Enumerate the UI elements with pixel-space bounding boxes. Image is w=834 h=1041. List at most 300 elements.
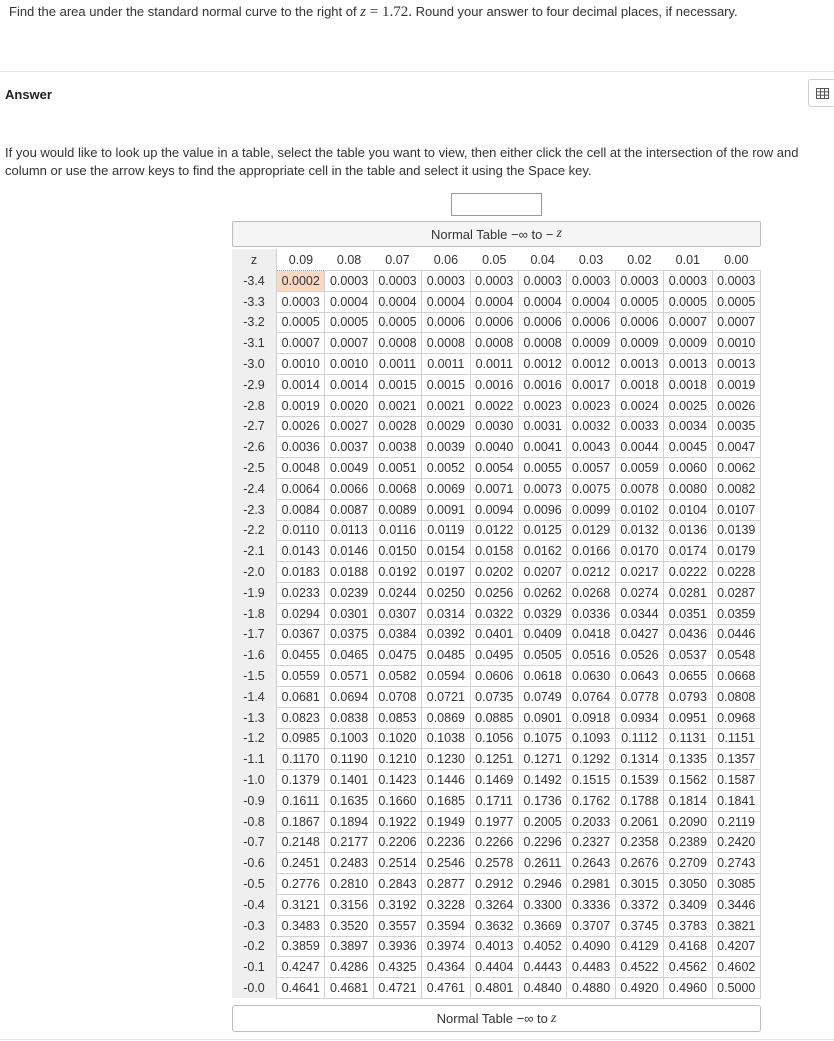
table-cell[interactable]: 0.2946	[518, 874, 566, 895]
table-cell[interactable]: 0.0027	[325, 416, 373, 437]
table-cell[interactable]: 0.0222	[664, 562, 712, 583]
table-cell[interactable]: 0.0096	[518, 499, 566, 520]
table-cell[interactable]: 0.0004	[518, 291, 566, 312]
table-cell[interactable]: 0.0014	[325, 374, 373, 395]
table-cell[interactable]: 0.0016	[470, 374, 518, 395]
table-cell[interactable]: 0.1401	[325, 770, 373, 791]
table-cell[interactable]: 0.3632	[470, 915, 518, 936]
table-cell[interactable]: 0.1515	[567, 770, 615, 791]
table-cell[interactable]: 0.1056	[470, 728, 518, 749]
table-cell[interactable]: 0.0008	[373, 333, 421, 354]
table-cell[interactable]: 0.0869	[422, 707, 470, 728]
table-cell[interactable]: 0.0233	[277, 582, 325, 603]
table-cell[interactable]: 0.1814	[664, 790, 712, 811]
table-cell[interactable]: 0.0062	[712, 458, 760, 479]
answer-input[interactable]	[451, 193, 542, 216]
table-cell[interactable]: 0.0045	[664, 437, 712, 458]
table-cell[interactable]: 0.0150	[373, 541, 421, 562]
table-cell[interactable]: 0.0059	[615, 458, 663, 479]
table-cell[interactable]: 0.0024	[615, 395, 663, 416]
table-cell[interactable]: 0.0951	[664, 707, 712, 728]
table-cell[interactable]: 0.0004	[373, 291, 421, 312]
table-cell[interactable]: 0.0026	[277, 416, 325, 437]
table-cell[interactable]: 0.0838	[325, 707, 373, 728]
table-cell[interactable]: 0.0020	[325, 395, 373, 416]
table-cell[interactable]: 0.0113	[325, 520, 373, 541]
table-cell[interactable]: 0.0082	[712, 478, 760, 499]
table-cell[interactable]: 0.4602	[712, 957, 760, 978]
table-cell[interactable]: 0.0146	[325, 541, 373, 562]
table-cell[interactable]: 0.4286	[325, 957, 373, 978]
table-cell[interactable]: 0.0003	[664, 271, 712, 292]
table-cell[interactable]: 0.2358	[615, 832, 663, 853]
table-cell[interactable]: 0.3936	[373, 936, 421, 957]
table-cell[interactable]: 0.2005	[518, 811, 566, 832]
table-cell[interactable]: 0.0036	[277, 437, 325, 458]
table-cell[interactable]: 0.2981	[567, 874, 615, 895]
table-cell[interactable]: 0.4761	[422, 978, 470, 999]
table-cell[interactable]: 0.4920	[615, 978, 663, 999]
table-cell[interactable]: 0.0274	[615, 582, 663, 603]
table-cell[interactable]: 0.4207	[712, 936, 760, 957]
table-cell[interactable]: 0.0162	[518, 541, 566, 562]
table-cell[interactable]: 0.0102	[615, 499, 663, 520]
table-cell[interactable]: 0.0582	[373, 666, 421, 687]
table-cell[interactable]: 0.0119	[422, 520, 470, 541]
table-cell[interactable]: 0.3974	[422, 936, 470, 957]
table-cell[interactable]: 0.0005	[373, 312, 421, 333]
table-cell[interactable]: 0.4325	[373, 957, 421, 978]
table-cell[interactable]: 0.0158	[470, 541, 518, 562]
table-cell[interactable]: 0.0010	[712, 333, 760, 354]
table-cell[interactable]: 0.4562	[664, 957, 712, 978]
table-cell[interactable]: 0.0011	[422, 354, 470, 375]
table-cell[interactable]: 0.1469	[470, 770, 518, 791]
table-cell[interactable]: 0.3520	[325, 915, 373, 936]
table-cell[interactable]: 0.0244	[373, 582, 421, 603]
table-cell[interactable]: 0.1492	[518, 770, 566, 791]
table-cell[interactable]: 0.2236	[422, 832, 470, 853]
table-cell[interactable]: 0.0009	[664, 333, 712, 354]
table-cell[interactable]: 0.0013	[712, 354, 760, 375]
table-cell[interactable]: 0.0170	[615, 541, 663, 562]
table-cell[interactable]: 0.3745	[615, 915, 663, 936]
table-cell[interactable]: 0.0010	[325, 354, 373, 375]
table-cell[interactable]: 0.1423	[373, 770, 421, 791]
table-cell[interactable]: 0.0301	[325, 603, 373, 624]
table-cell[interactable]: 0.0003	[373, 271, 421, 292]
table-cell[interactable]: 0.0465	[325, 645, 373, 666]
table-cell[interactable]: 0.2514	[373, 853, 421, 874]
table-cell[interactable]: 0.3669	[518, 915, 566, 936]
table-cell[interactable]: 0.2483	[325, 853, 373, 874]
table-cell[interactable]: 0.4247	[277, 957, 325, 978]
table-cell[interactable]: 0.1841	[712, 790, 760, 811]
table-cell[interactable]: 0.0026	[712, 395, 760, 416]
table-cell[interactable]: 0.0107	[712, 499, 760, 520]
table-cell[interactable]: 0.0968	[712, 707, 760, 728]
table-cell[interactable]: 0.1131	[664, 728, 712, 749]
table-cell[interactable]: 0.0003	[470, 271, 518, 292]
table-cell[interactable]: 0.1271	[518, 749, 566, 770]
table-cell[interactable]: 0.0043	[567, 437, 615, 458]
table-cell[interactable]: 0.0336	[567, 603, 615, 624]
table-cell[interactable]: 0.0009	[615, 333, 663, 354]
table-cell[interactable]: 0.0014	[277, 374, 325, 395]
table-cell[interactable]: 0.1251	[470, 749, 518, 770]
table-cell[interactable]: 0.3085	[712, 874, 760, 895]
table-cell[interactable]: 0.3483	[277, 915, 325, 936]
table-cell[interactable]: 0.0764	[567, 686, 615, 707]
table-cell[interactable]: 0.0009	[567, 333, 615, 354]
table-cell[interactable]: 0.0015	[373, 374, 421, 395]
table-cell[interactable]: 0.3707	[567, 915, 615, 936]
table-cell[interactable]: 0.0110	[277, 520, 325, 541]
table-cell[interactable]: 0.0075	[567, 478, 615, 499]
table-cell[interactable]: 0.0078	[615, 478, 663, 499]
table-cell[interactable]: 0.0643	[615, 666, 663, 687]
table-cell[interactable]: 0.0262	[518, 582, 566, 603]
table-cell[interactable]: 0.1711	[470, 790, 518, 811]
table-cell[interactable]: 0.1357	[712, 749, 760, 770]
table-cell[interactable]: 0.1736	[518, 790, 566, 811]
table-cell[interactable]: 0.0455	[277, 645, 325, 666]
table-cell[interactable]: 0.0934	[615, 707, 663, 728]
table-cell[interactable]: 0.0516	[567, 645, 615, 666]
table-cell[interactable]: 0.0668	[712, 666, 760, 687]
table-cell[interactable]: 0.0122	[470, 520, 518, 541]
table-cell[interactable]: 0.0005	[615, 291, 663, 312]
table-cell[interactable]: 0.0166	[567, 541, 615, 562]
table-cell[interactable]: 0.1922	[373, 811, 421, 832]
table-cell[interactable]: 0.0005	[277, 312, 325, 333]
table-cell[interactable]: 0.1020	[373, 728, 421, 749]
table-cell[interactable]: 0.0559	[277, 666, 325, 687]
table-cell[interactable]: 0.0630	[567, 666, 615, 687]
table-cell[interactable]: 0.0139	[712, 520, 760, 541]
table-cell[interactable]: 0.2810	[325, 874, 373, 895]
table-cell[interactable]: 0.2327	[567, 832, 615, 853]
table-cell[interactable]: 0.5000	[712, 978, 760, 999]
table-cell[interactable]: 0.4681	[325, 978, 373, 999]
table-cell[interactable]: 0.0006	[615, 312, 663, 333]
table-cell[interactable]: 0.0060	[664, 458, 712, 479]
table-cell[interactable]: 0.3192	[373, 894, 421, 915]
table-cell[interactable]: 0.0136	[664, 520, 712, 541]
table-cell[interactable]: 0.2177	[325, 832, 373, 853]
table-cell[interactable]: 0.1210	[373, 749, 421, 770]
table-cell[interactable]: 0.3594	[422, 915, 470, 936]
normal-table-footer-button[interactable]	[232, 1005, 761, 1032]
table-cell[interactable]: 0.4721	[373, 978, 421, 999]
table-cell[interactable]: 0.1894	[325, 811, 373, 832]
table-cell[interactable]: 0.2206	[373, 832, 421, 853]
table-cell[interactable]: 0.2611	[518, 853, 566, 874]
table-cell[interactable]: 0.3372	[615, 894, 663, 915]
table-cell[interactable]: 0.3015	[615, 874, 663, 895]
table-cell[interactable]: 0.0048	[277, 458, 325, 479]
table-cell[interactable]: 0.0409	[518, 624, 566, 645]
table-cell[interactable]: 0.0003	[567, 271, 615, 292]
table-cell[interactable]: 0.2420	[712, 832, 760, 853]
table-cell[interactable]: 0.0018	[615, 374, 663, 395]
table-cell[interactable]: 0.0808	[712, 686, 760, 707]
normal-table-header-button[interactable]	[232, 221, 761, 247]
table-cell[interactable]: 0.0071	[470, 478, 518, 499]
table-cell[interactable]: 0.3264	[470, 894, 518, 915]
table-cell[interactable]: 0.0008	[518, 333, 566, 354]
table-cell[interactable]: 0.0007	[325, 333, 373, 354]
table-cell[interactable]: 0.0401	[470, 624, 518, 645]
table-cell[interactable]: 0.0268	[567, 582, 615, 603]
table-cell[interactable]: 0.0015	[422, 374, 470, 395]
table-cell[interactable]: 0.0069	[422, 478, 470, 499]
table-cell[interactable]: 0.3897	[325, 936, 373, 957]
table-cell[interactable]: 0.3557	[373, 915, 421, 936]
table-cell[interactable]: 0.0023	[567, 395, 615, 416]
table-cell[interactable]: 0.4522	[615, 957, 663, 978]
table-cell[interactable]: 0.1151	[712, 728, 760, 749]
table-cell[interactable]: 0.2843	[373, 874, 421, 895]
table-cell[interactable]: 0.4168	[664, 936, 712, 957]
table-cell[interactable]: 0.0030	[470, 416, 518, 437]
table-cell[interactable]: 0.1685	[422, 790, 470, 811]
table-cell[interactable]: 0.0721	[422, 686, 470, 707]
table-cell[interactable]: 0.2643	[567, 853, 615, 874]
table-cell[interactable]: 0.0057	[567, 458, 615, 479]
table-cell[interactable]: 0.1379	[277, 770, 325, 791]
table-cell[interactable]: 0.0129	[567, 520, 615, 541]
table-cell[interactable]: 0.0287	[712, 582, 760, 603]
table-cell[interactable]: 0.0028	[373, 416, 421, 437]
table-cell[interactable]: 0.0495	[470, 645, 518, 666]
table-cell[interactable]: 0.0005	[325, 312, 373, 333]
table-cell[interactable]: 0.0256	[470, 582, 518, 603]
table-cell[interactable]: 0.0013	[615, 354, 663, 375]
table-cell[interactable]: 0.0006	[567, 312, 615, 333]
table-cell[interactable]: 0.1762	[567, 790, 615, 811]
table-cell[interactable]: 0.0007	[712, 312, 760, 333]
table-cell[interactable]: 0.3300	[518, 894, 566, 915]
table-cell[interactable]: 0.0006	[422, 312, 470, 333]
table-cell[interactable]: 0.3859	[277, 936, 325, 957]
table-cell[interactable]: 0.0418	[567, 624, 615, 645]
table-cell[interactable]: 0.0735	[470, 686, 518, 707]
table-cell[interactable]: 0.0548	[712, 645, 760, 666]
table-cell[interactable]: 0.4364	[422, 957, 470, 978]
table-cell[interactable]: 0.0033	[615, 416, 663, 437]
table-cell[interactable]: 0.0179	[712, 541, 760, 562]
table-cell[interactable]: 0.0011	[470, 354, 518, 375]
table-cell[interactable]: 0.0359	[712, 603, 760, 624]
table-cell[interactable]: 0.0089	[373, 499, 421, 520]
table-cell[interactable]: 0.3446	[712, 894, 760, 915]
table-cell[interactable]: 0.0017	[567, 374, 615, 395]
table-cell[interactable]: 0.4129	[615, 936, 663, 957]
table-cell[interactable]: 0.0003	[325, 271, 373, 292]
table-cell[interactable]: 0.0039	[422, 437, 470, 458]
table-cell[interactable]: 0.0918	[567, 707, 615, 728]
table-cell[interactable]: 0.0351	[664, 603, 712, 624]
table-cell[interactable]: 0.0104	[664, 499, 712, 520]
table-cell[interactable]: 0.0084	[277, 499, 325, 520]
table-cell[interactable]: 0.1003	[325, 728, 373, 749]
table-cell[interactable]: 0.0008	[422, 333, 470, 354]
table-cell[interactable]: 0.3050	[664, 874, 712, 895]
table-cell[interactable]: 0.0143	[277, 541, 325, 562]
table-cell[interactable]: 0.0066	[325, 478, 373, 499]
table-cell[interactable]: 0.0344	[615, 603, 663, 624]
table-cell[interactable]: 0.4013	[470, 936, 518, 957]
table-cell[interactable]: 0.0052	[422, 458, 470, 479]
table-cell[interactable]: 0.0003	[422, 271, 470, 292]
table-cell[interactable]: 0.0375	[325, 624, 373, 645]
table-cell[interactable]: 0.0010	[277, 354, 325, 375]
table-cell[interactable]: 0.0174	[664, 541, 712, 562]
table-cell[interactable]: 0.0239	[325, 582, 373, 603]
table-cell[interactable]: 0.0004	[470, 291, 518, 312]
table-cell[interactable]: 0.4404	[470, 957, 518, 978]
table-cell[interactable]: 0.4880	[567, 978, 615, 999]
table-cell[interactable]: 0.2148	[277, 832, 325, 853]
table-cell[interactable]: 0.0228	[712, 562, 760, 583]
table-cell[interactable]: 0.0655	[664, 666, 712, 687]
table-cell[interactable]: 0.0002	[277, 271, 325, 292]
table-cell[interactable]: 0.0004	[325, 291, 373, 312]
table-cell[interactable]: 0.2743	[712, 853, 760, 874]
table-cell[interactable]: 0.0041	[518, 437, 566, 458]
table-cell[interactable]: 0.1539	[615, 770, 663, 791]
table-cell[interactable]: 0.0217	[615, 562, 663, 583]
table-cell[interactable]: 0.0594	[422, 666, 470, 687]
table-cell[interactable]: 0.0055	[518, 458, 566, 479]
table-cell[interactable]: 0.0032	[567, 416, 615, 437]
table-cell[interactable]: 0.0314	[422, 603, 470, 624]
table-cell[interactable]: 0.3156	[325, 894, 373, 915]
table-cell[interactable]: 0.0307	[373, 603, 421, 624]
table-cell[interactable]: 0.0202	[470, 562, 518, 583]
table-cell[interactable]: 0.0051	[373, 458, 421, 479]
table-cell[interactable]: 0.0007	[277, 333, 325, 354]
table-cell[interactable]: 0.0329	[518, 603, 566, 624]
table-cell[interactable]: 0.1230	[422, 749, 470, 770]
table-cell[interactable]: 0.0087	[325, 499, 373, 520]
table-cell[interactable]: 0.2451	[277, 853, 325, 874]
table-cell[interactable]: 0.0694	[325, 686, 373, 707]
table-cell[interactable]: 0.4840	[518, 978, 566, 999]
table-cell[interactable]: 0.0037	[325, 437, 373, 458]
table-cell[interactable]: 0.1635	[325, 790, 373, 811]
table-cell[interactable]: 0.0901	[518, 707, 566, 728]
table-cell[interactable]: 0.1562	[664, 770, 712, 791]
table-cell[interactable]: 0.3336	[567, 894, 615, 915]
table-cell[interactable]: 0.0008	[470, 333, 518, 354]
table-cell[interactable]: 0.0778	[615, 686, 663, 707]
table-cell[interactable]: 0.0606	[470, 666, 518, 687]
table-cell[interactable]: 0.2776	[277, 874, 325, 895]
table-cell[interactable]: 0.0281	[664, 582, 712, 603]
table-cell[interactable]: 0.1314	[615, 749, 663, 770]
table-cell[interactable]: 0.0049	[325, 458, 373, 479]
table-cell[interactable]: 0.0064	[277, 478, 325, 499]
table-cell[interactable]: 0.0068	[373, 478, 421, 499]
table-cell[interactable]: 0.0019	[712, 374, 760, 395]
table-cell[interactable]: 0.0091	[422, 499, 470, 520]
table-cell[interactable]: 0.0681	[277, 686, 325, 707]
table-cell[interactable]: 0.0985	[277, 728, 325, 749]
table-cell[interactable]: 0.2061	[615, 811, 663, 832]
table-cell[interactable]: 0.0537	[664, 645, 712, 666]
table-cell[interactable]: 0.0003	[277, 291, 325, 312]
table-cell[interactable]: 0.0708	[373, 686, 421, 707]
table-cell[interactable]: 0.2119	[712, 811, 760, 832]
table-cell[interactable]: 0.0099	[567, 499, 615, 520]
table-cell[interactable]: 0.0322	[470, 603, 518, 624]
table-cell[interactable]: 0.1660	[373, 790, 421, 811]
table-cell[interactable]: 0.0392	[422, 624, 470, 645]
table-cell[interactable]: 0.0021	[373, 395, 421, 416]
table-cell[interactable]: 0.1949	[422, 811, 470, 832]
table-cell[interactable]: 0.0094	[470, 499, 518, 520]
table-cell[interactable]: 0.1038	[422, 728, 470, 749]
table-cell[interactable]: 0.0040	[470, 437, 518, 458]
table-cell[interactable]: 0.2676	[615, 853, 663, 874]
table-cell[interactable]: 0.1587	[712, 770, 760, 791]
table-cell[interactable]: 0.4960	[664, 978, 712, 999]
table-cell[interactable]: 0.3228	[422, 894, 470, 915]
table-cell[interactable]: 0.2578	[470, 853, 518, 874]
table-cell[interactable]: 0.1335	[664, 749, 712, 770]
table-cell[interactable]: 0.0016	[518, 374, 566, 395]
table-cell[interactable]: 0.0054	[470, 458, 518, 479]
table-cell[interactable]: 0.0749	[518, 686, 566, 707]
table-cell[interactable]: 0.0003	[518, 271, 566, 292]
table-cell[interactable]: 0.0031	[518, 416, 566, 437]
table-cell[interactable]: 0.0188	[325, 562, 373, 583]
table-cell[interactable]: 0.0526	[615, 645, 663, 666]
table-cell[interactable]: 0.0367	[277, 624, 325, 645]
table-cell[interactable]: 0.1093	[567, 728, 615, 749]
table-cell[interactable]: 0.0013	[664, 354, 712, 375]
table-cell[interactable]: 0.4801	[470, 978, 518, 999]
table-cell[interactable]: 0.0038	[373, 437, 421, 458]
table-cell[interactable]: 0.0207	[518, 562, 566, 583]
table-cell[interactable]: 0.0004	[422, 291, 470, 312]
table-cell[interactable]: 0.0005	[664, 291, 712, 312]
table-cell[interactable]: 0.1170	[277, 749, 325, 770]
table-cell[interactable]: 0.1292	[567, 749, 615, 770]
table-cell[interactable]: 0.1075	[518, 728, 566, 749]
table-cell[interactable]: 0.0034	[664, 416, 712, 437]
table-cell[interactable]: 0.0019	[277, 395, 325, 416]
table-cell[interactable]: 0.2266	[470, 832, 518, 853]
table-cell[interactable]: 0.0006	[518, 312, 566, 333]
table-toggle-button[interactable]	[808, 79, 834, 107]
table-cell[interactable]: 0.3409	[664, 894, 712, 915]
table-cell[interactable]: 0.0021	[422, 395, 470, 416]
table-cell[interactable]: 0.1788	[615, 790, 663, 811]
table-cell[interactable]: 0.0003	[712, 271, 760, 292]
table-cell[interactable]: 0.0427	[615, 624, 663, 645]
table-cell[interactable]: 0.2877	[422, 874, 470, 895]
table-cell[interactable]: 0.0294	[277, 603, 325, 624]
table-cell[interactable]: 0.4090	[567, 936, 615, 957]
table-cell[interactable]: 0.0571	[325, 666, 373, 687]
table-cell[interactable]: 0.0018	[664, 374, 712, 395]
table-cell[interactable]: 0.0618	[518, 666, 566, 687]
table-cell[interactable]: 0.1446	[422, 770, 470, 791]
table-cell[interactable]: 0.0025	[664, 395, 712, 416]
